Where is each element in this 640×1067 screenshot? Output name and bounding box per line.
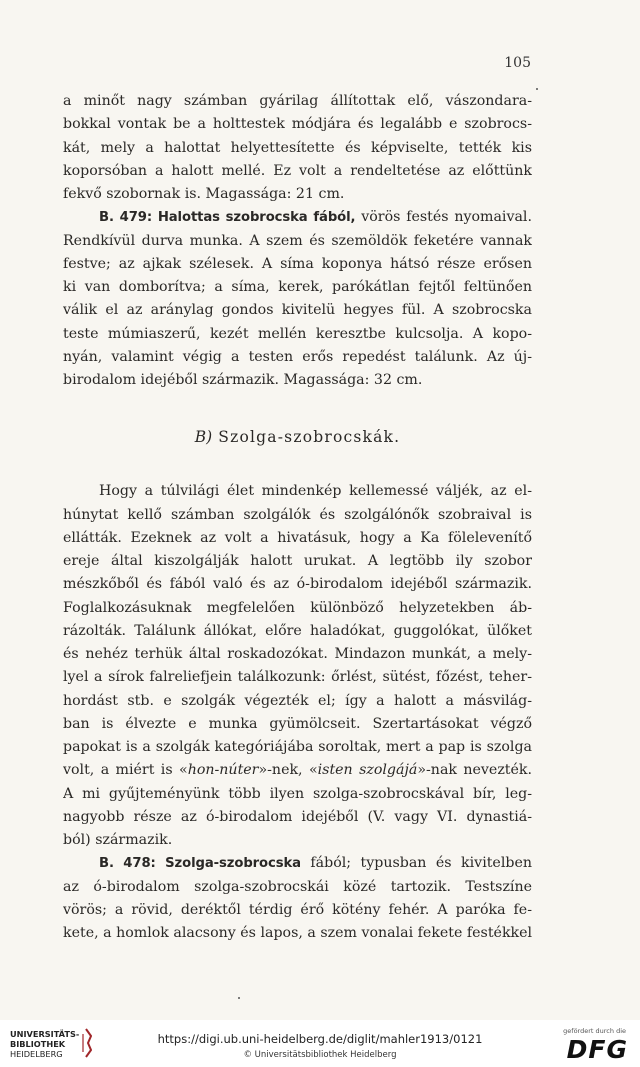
footer-bar xyxy=(0,1020,640,1067)
funded-by-label: gefördert durch die xyxy=(563,1027,626,1035)
entry-478-first-line: B. 478: Szolga-szobrocska fából; typusban és kivitelben xyxy=(99,855,532,872)
text-line: hordást stb. e szolgák végezték el; így a halott a másvilág- xyxy=(63,692,532,709)
speck-mark xyxy=(238,997,240,999)
text-line-with-terms: volt, a miért is «hon-núter»-nek, «isten szolgájá»-nak nevezték. xyxy=(63,762,532,779)
text-line: birodalom idejéből származik. Magassága: 32 cm. xyxy=(63,372,423,388)
text-line: a minőt nagy számban gyárilag állítottak elő, vászondara- xyxy=(63,93,532,109)
body-text xyxy=(63,90,532,945)
text-line: ból) származik. xyxy=(63,832,173,848)
entry-479-first-line: B. 479: Halottas szobrocska fából, vörös festés nyomaival. xyxy=(99,209,532,226)
text-line: ban is élvezte e munka gyümölcseit. Szertartásokat végző xyxy=(63,715,532,732)
text-line: húnytat kellő számban szolgálók és szolgálónők szobraival is xyxy=(63,506,532,523)
text-line: koporsóban a halott mellé. Ez volt a rendeltetése az előttünk xyxy=(63,162,532,179)
text-line: nagyobb része az ó-birodalom idejéből (V. vagy VI. dynastiá- xyxy=(63,808,532,825)
library-logo: UNIVERSITÄTS- BIBLIOTHEK HEIDELBERG xyxy=(10,1029,80,1059)
section-heading: B) Szolga-szobrocskák. xyxy=(194,428,401,447)
text-line: mészkőből és fából való és az ó-birodalom idejéből származik. xyxy=(63,576,532,593)
text-line: A mi gyűjteményünk több ilyen szolga-szobrocskával bír, leg- xyxy=(63,785,532,802)
text-line: ki van domborítva; a síma, kerek, parókátlan fejtől feltünően xyxy=(63,279,532,295)
text-line: Rendkívül durva munka. A szem és szemöldök feketére vannak xyxy=(63,232,532,249)
text-line: ellátták. Ezeknek az volt a hivatásuk, hogy a Ka fölelevenítő xyxy=(63,529,532,546)
text-line: Hogy a túlvilági élet mindenkép kellemessé váljék, az el- xyxy=(99,483,532,500)
text-line: nyán, valamint végig a testen erős repedést találunk. Az új- xyxy=(63,348,532,365)
text-line: válik el az aránylag gondos kivitelü hegyes fül. A szobrocska xyxy=(63,302,532,319)
speck-mark xyxy=(536,88,538,90)
text-line: kát, mely a halottat helyettesítette és képviselte, tették kis xyxy=(63,139,532,156)
term-isten-szolgaja: isten szolgájá xyxy=(317,762,418,779)
term-hon-nuter: hon-núter xyxy=(187,762,259,779)
text-line: lyel a sírok falreliefjein találkozunk: őrlést, sütést, főzést, teher- xyxy=(63,669,532,686)
copyright-text: © Universitätsbibliothek Heidelberg xyxy=(243,1050,397,1060)
text-line: teste múmiaszerű, kezét mellén keresztbe kulcsolja. A kopo- xyxy=(63,325,532,342)
text-line: és nehéz terhük által roskadozókat. Mindazon munkát, a mely- xyxy=(63,646,532,662)
entry-479-label: B. 479: Halottas szobrocska fából, xyxy=(99,210,356,226)
text-line: az ó-birodalom szolga-szobrocskái közé tartozik. Testszíne xyxy=(63,878,532,895)
text-line: kete, a homlok alacsony és lapos, a szem vonalai fekete festékkel xyxy=(63,925,532,941)
text-line: bokkal vontak be a holttestek módjára és legalább e szobrocs- xyxy=(63,116,532,133)
text-line: papokat is a szolgák kategóriájába soroltak, mert a pap is szolga xyxy=(63,739,532,755)
text-line: fekvő szobornak is. Magassága: 21 cm. xyxy=(63,186,345,202)
text-line: rázolták. Találunk állókat, előre haladókat, guggolókat, ülőket xyxy=(63,622,532,639)
source-link[interactable]: https://digi.ub.uni-heidelberg.de/diglit/mahler1913/0121 xyxy=(157,1032,483,1046)
text-line: Foglalkozásuknak megfelelően különböző helyzetekben áb- xyxy=(63,599,532,616)
text-line: vörös; a rövid, deréktől térdig érő kötény fehér. A paróka fe- xyxy=(63,901,532,918)
entry-478-label: B. 478: Szolga-szobrocska xyxy=(99,856,301,872)
page-number: 105 xyxy=(504,55,531,71)
text-line: festve; az ajkak szélesek. A síma koponya hátsó része erősen xyxy=(63,255,532,272)
dfg-logo: DFG xyxy=(566,1035,628,1064)
text-line: ereje által kiszolgálják halott urukat. A legtöbb ily szobor xyxy=(63,553,532,569)
